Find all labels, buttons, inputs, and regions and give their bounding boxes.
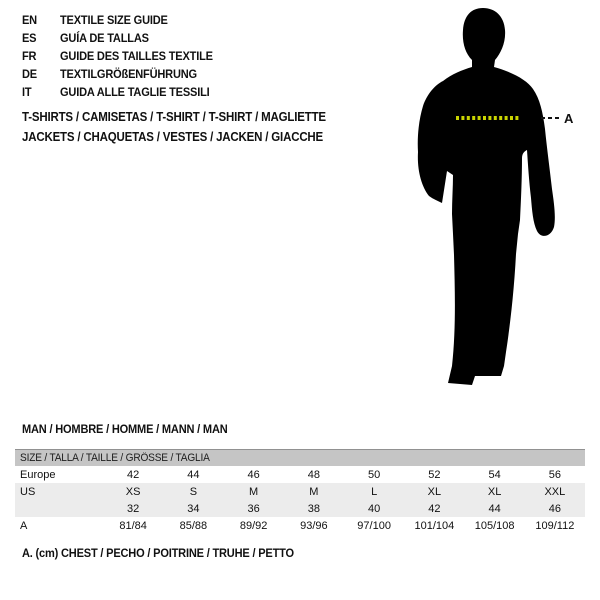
language-row bbox=[22, 83, 226, 101]
table-row bbox=[15, 517, 585, 534]
language-title: TEXTILE SIZE GUIDE bbox=[60, 13, 168, 27]
table-header: SIZE / TALLA / TAILLE / GRÖSSE / TAGLIA bbox=[15, 449, 585, 466]
table-row bbox=[15, 500, 585, 517]
table-cell: 42 bbox=[127, 468, 140, 481]
language-title: GUÍA DE TALLAS bbox=[60, 31, 149, 45]
table-body bbox=[15, 466, 585, 534]
table-cell: 54 bbox=[488, 468, 501, 481]
language-list bbox=[22, 11, 226, 101]
table-cell: 32 bbox=[127, 502, 140, 515]
language-title: TEXTILGRÖßENFÜHRUNG bbox=[60, 67, 197, 81]
table-cell: XL bbox=[427, 485, 442, 498]
table-cell: 85/88 bbox=[179, 519, 208, 532]
category-lines bbox=[22, 107, 352, 147]
language-code: IT bbox=[22, 85, 32, 99]
table-row bbox=[15, 483, 585, 500]
measure-label-a: A bbox=[564, 111, 574, 126]
table-cell: 81/84 bbox=[119, 519, 147, 532]
language-row bbox=[22, 29, 226, 47]
language-row bbox=[22, 65, 226, 83]
table-cell: XS bbox=[125, 485, 141, 498]
table-cell: 89/92 bbox=[239, 519, 268, 532]
language-title: GUIDA ALLE TAGLIE TESSILI bbox=[60, 85, 210, 99]
table-cell: 36 bbox=[247, 502, 260, 515]
table-cell: S bbox=[189, 485, 198, 498]
table-cell: 97/100 bbox=[357, 519, 391, 532]
table-cell: 52 bbox=[428, 468, 441, 481]
section-title: MAN / HOMBRE / HOMME / MANN / MAN bbox=[22, 422, 228, 436]
table-cell: M bbox=[309, 485, 319, 498]
table-cell: 38 bbox=[307, 502, 320, 515]
table-cell: XL bbox=[487, 485, 502, 498]
table-cell: 48 bbox=[307, 468, 320, 481]
table-cell: 44 bbox=[488, 502, 501, 515]
table-cell: 44 bbox=[187, 468, 200, 481]
language-code: FR bbox=[22, 49, 37, 63]
table-cell: 56 bbox=[548, 468, 561, 481]
man-body-shape bbox=[418, 8, 555, 385]
language-row bbox=[22, 11, 226, 29]
language-code: EN bbox=[22, 13, 37, 27]
language-code: ES bbox=[22, 31, 37, 45]
category-jackets: JACKETS / CHAQUETAS / VESTES / JACKEN / GIACCHE bbox=[22, 130, 324, 144]
language-row bbox=[22, 47, 226, 65]
table-cell: 34 bbox=[187, 502, 200, 515]
table-cell: XXL bbox=[544, 485, 566, 498]
table-cell: 93/96 bbox=[300, 519, 328, 532]
table-cell: L bbox=[371, 485, 378, 498]
table-row-label: A bbox=[20, 519, 28, 532]
table-cell: M bbox=[249, 485, 259, 498]
table-cell: 42 bbox=[428, 502, 441, 515]
table-row bbox=[15, 466, 585, 483]
measurement-footnote: A. (cm) CHEST / PECHO / POITRINE / TRUHE / PETTO bbox=[22, 546, 294, 560]
table-cell: 46 bbox=[548, 502, 561, 515]
man-silhouette bbox=[400, 0, 600, 410]
table-row-label: US bbox=[20, 485, 36, 498]
table-cell: 50 bbox=[368, 468, 381, 481]
size-table bbox=[15, 449, 585, 534]
table-row-label: Europe bbox=[20, 468, 56, 481]
category-tshirts: T-SHIRTS / CAMISETAS / T-SHIRT / T-SHIRT / MAGLIETTE bbox=[22, 110, 326, 124]
table-cell: 101/104 bbox=[414, 519, 455, 532]
language-title: GUIDE DES TAILLES TEXTILE bbox=[60, 49, 213, 63]
table-cell: 40 bbox=[368, 502, 381, 515]
language-code: DE bbox=[22, 67, 37, 81]
table-cell: 109/112 bbox=[535, 519, 575, 532]
table-cell: 105/108 bbox=[474, 519, 515, 532]
table-cell: 46 bbox=[247, 468, 260, 481]
